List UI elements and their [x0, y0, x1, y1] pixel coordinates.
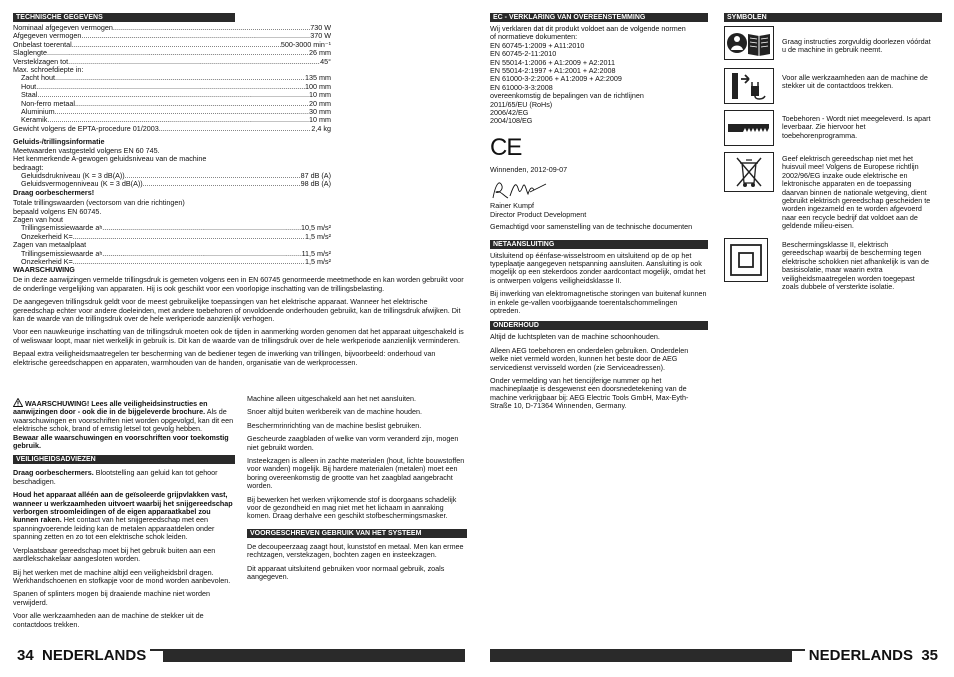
paragraph: Bij inwerking van elektromagnetische storingen van buitenaf kunnen in enkele ge-vallen voorbijgaande toerentalschommelingen optreden. — [490, 289, 707, 315]
spec-label: Aluminium — [21, 108, 55, 117]
symbol-text-5: Beschermingsklasse II, elektrisch gereedschap waarbij de bescherming tegen elektrische schokken niet afhankelijk is van de basisisolatie, maar waarin extra veiligheidsmaatregelen worden toegepast zoals dubbele of versterkte isolatie. — [782, 240, 930, 292]
spec-label: Afgegeven vermogen — [13, 32, 82, 41]
spec-row — [13, 32, 331, 40]
safety-p1: Draag oorbeschermers. Blootstelling aan geluid kan tot gehoor beschadigen. — [13, 468, 218, 486]
net-header: NETAANSLUITING — [490, 240, 708, 249]
spec-label: Staal — [21, 91, 38, 100]
text-line: EN 55014-1:2006 + A1:2009 + A2:2011 — [490, 58, 615, 67]
spec-value: 100 mm — [305, 82, 331, 91]
language-left: NEDERLANDS — [42, 647, 147, 664]
ear-protection: Draag oorbeschermers! — [13, 187, 95, 197]
dot-leader — [55, 108, 309, 116]
warning-triangle-icon — [13, 398, 23, 407]
spec-row — [13, 83, 331, 91]
spec-value: 1,5 m/s² — [305, 232, 331, 241]
sawing-metal: Zagen van metaalplaat — [13, 240, 87, 250]
spec-label: Trillingsemissiewaarde a — [21, 224, 100, 233]
spec-row — [13, 91, 331, 99]
spec-value: 10 mm — [309, 116, 331, 125]
spec-label: Geluidsdrukniveau (K = 3 dB(A)) — [21, 171, 125, 180]
spec-label: Onzekerheid K= — [21, 257, 73, 266]
paragraph: Machine alleen uitgeschakeld aan het net aansluiten. — [247, 394, 417, 403]
warning2-bold: WAARSCHUWING! Lees alle veiligheidsinstructies en aanwijzingen door - ook die in de bijgeleverde brochure. — [13, 399, 208, 417]
weee-bin-icon — [724, 152, 774, 192]
footer-bar-right — [490, 648, 942, 664]
spec-value: 26 mm — [309, 49, 331, 58]
spec-value: 10 mm — [309, 91, 331, 100]
warning2-rest: Als de waarschuwingen en voorschriften niet worden opgevolgd, kan dit een elektrische schok, brand of ernstig letsel tot gevolg hebben. — [13, 407, 234, 434]
saw-blade-icon — [724, 110, 774, 146]
text-line: Het kenmerkende A-gewogen geluidsniveau van de machine — [13, 155, 207, 164]
paragraph: Bij het werken met de machine altijd een veiligheidsbril dragen. Werkhandschoenen en stofkapje voor de mond worden aanbevolen. — [13, 567, 231, 585]
spec-value: 30 mm — [309, 108, 331, 117]
paragraph: Bij bewerken het werken vrijkomende stof is doorgaans schadelijk voor de gezondheid en mag niet met het lichaam in aanraking komen. Draag derhalve een geschikt stofbeschermingsmasker. — [247, 494, 457, 521]
safety-p2: Houd het apparaat alléén aan de geïsoleerde grijpvlakken vast, wanneer u werkzaamheden uitvoert waarbij het snijgereedschap verborgen stroomleidingen of de eigen apparaatkabel zou kunnen raken. Het contact van het snijgereedschap met een spanningvoerende leiding kan de metalen apparaatdelen onder spanning zetten en zo tot een elektrische schok leiden. — [13, 490, 233, 542]
spec-sub: h — [99, 250, 103, 257]
metal-values — [13, 250, 331, 267]
dot-leader — [37, 91, 309, 99]
spec-row — [13, 24, 331, 32]
warning2-keep: Bewaar alle waarschuwingen en voorschriften voor toekomstig gebruik. — [13, 432, 229, 451]
spec-value: 10,5 m/s² — [301, 224, 331, 233]
authorized: Gemachtigd voor samenstelling van de technische documenten — [490, 222, 693, 232]
symbol-text-1: Graag instructies zorgvuldig doorlezen vóórdat u de machine in gebruik neemt. — [782, 37, 931, 55]
text-line: EN 55014-2:1997 + A1:2001 + A2:2008 — [490, 67, 616, 76]
read-manual-icon — [724, 26, 774, 60]
text-line: Meetwaarden vastgesteld volgens EN 60 745. — [13, 146, 160, 155]
spec-label: Non-ferro metaal — [21, 99, 75, 108]
paragraph: De in deze aanwijzingen vermelde trillingsdruk is gemeten volgens een in EN 60745 genormeerde meetmethode en kan worden gebruikt voor de onderlinge vergelijking van apparaten. Hij is ook geschikt voor een voorlopige inschatting van de trillingsbelasting. — [13, 275, 464, 293]
maint-paras — [490, 333, 708, 410]
sym-header: SYMBOLEN — [724, 13, 942, 22]
symbol-row-5 — [724, 238, 930, 291]
text-line: 2011/65/EU (RoHs) — [490, 100, 553, 109]
spec-value: 98 dB (A) — [300, 180, 331, 189]
noise-title: Geluids-/trillingsinformatie — [13, 137, 105, 147]
left-column-lower-b — [247, 395, 467, 582]
noise-lines — [13, 147, 331, 172]
warning2 — [13, 398, 235, 450]
language-right: NEDERLANDS — [808, 647, 913, 664]
spec-label: Onzekerheid K= — [21, 232, 73, 241]
spec-label: Versteklzagen tot — [13, 57, 69, 66]
left-column-lower-a — [13, 398, 235, 629]
signature-icon — [490, 178, 550, 202]
text-line: EN 60745-2-11:2010 — [490, 50, 557, 59]
dot-leader — [102, 224, 301, 232]
dot-leader — [47, 49, 309, 57]
signer-title: Director Product Development — [490, 209, 587, 219]
paragraph: Altijd de luchtspleten van de machine schoonhouden. — [490, 332, 660, 342]
text-line: bedraagt: — [13, 163, 44, 172]
spec-row — [13, 172, 331, 180]
ec-lines — [490, 25, 708, 126]
left-column-1 — [13, 13, 331, 266]
footer-bar-left — [13, 648, 465, 664]
mid-paras — [247, 395, 467, 521]
spec-row — [13, 250, 331, 258]
dot-leader — [73, 233, 305, 241]
max-depth-label: Max. schroefdiepte in: — [13, 65, 84, 75]
spec-row — [13, 224, 331, 232]
weight-row: Gewicht volgens de EPTA-procedure 01/2003 ..... 2,4 kg — [13, 125, 331, 133]
spec-row — [13, 49, 331, 57]
spec-label: Onbelast toerental — [13, 40, 72, 49]
dot-leader — [75, 100, 309, 108]
text-line: overeenkomstig de bepalingen van de richtlijnen — [490, 92, 644, 101]
spec-label: Zacht hout — [21, 74, 55, 83]
signer-name: Rainer Kumpf — [490, 201, 534, 211]
symbol-row-1 — [724, 26, 932, 60]
spec-label: Keramik — [21, 116, 48, 125]
dot-leader — [113, 24, 310, 32]
footer-right-text — [805, 648, 942, 664]
dot-leader — [72, 41, 281, 49]
dot-leader — [68, 58, 320, 66]
text-line: of normatieve dokumenten: — [490, 33, 578, 42]
text-line: EN 60745-1:2009 + A11:2010 — [490, 41, 585, 50]
symbol-row-4 — [724, 152, 932, 231]
symbol-row-2 — [724, 68, 932, 104]
dot-leader — [125, 172, 301, 180]
text-line: bepaald volgens EN 60745. — [13, 207, 102, 216]
paragraph: Spanen of splinters mogen bij draaiende machine niet worden verwijderd. — [13, 589, 210, 607]
text-line: Totale trillingswaarden (vectorsom van drie richtingen) — [13, 199, 185, 208]
paragraph: Bepaal extra veiligheidsmaatregelen ter bescherming van de bediener tegen de inwerking van trillingen, bijvoorbeeld: onderhoud van elektrische gereedschappen en apparaten, warmhouden van de handen, organisatie van de werkprocessen. — [13, 349, 436, 367]
depth-list — [13, 74, 331, 124]
paragraph: Onder vermelding van het tiencijferige nummer op het machineplaatje is desgewenst een doorsnedetekening van de machine verkrijgbaar bij: AEG Electric Tools GmbH, Max-Eyth-Straße 10, D-71364 Winnenden, Germany. — [490, 375, 689, 411]
warning-block — [13, 266, 465, 367]
paragraph: Voor een nauwkeurige inschatting van de trillingsdruk moeten ook de tijden in aanmerking worden genomen dat het apparaat uitgeschakeld is of weliswaar loopt, maar niet werkelijk in gebruik is. Dit kan de waarde van de trillingsdruk over de hele werkperiode aanzienlijk verminderen. — [13, 327, 464, 345]
paragraph: Uitsluitend op éénfase-wisselstroom en uitsluitend op de op het typeplaatje aangegeven netspanning aansluiten. Aansluiting is ook mogelijk op een stekerdoos zonder aardcontact mogelijk, omdat het is ontwerpen volgens veiligheidsklasse II. — [490, 250, 706, 285]
spec-label: Nominaal afgegeven vermogen — [13, 24, 113, 32]
paragraph: Verplaatsbaar gereedschap moet bij het gebruik buiten aan een aardlekschakelaar aangesloten worden. — [13, 545, 216, 564]
class-ii-icon — [724, 238, 768, 282]
use-header: VOORGESCHREVEN GEBRUIK VAN HET SYSTEEM — [247, 529, 467, 538]
paragraph: De aangegeven trillingsdruk geldt voor de meest gebruikelijke toepassingen van het elektrische apparaat. Wanneer het elektrische gereedschap echter voor andere doeleinden, met andere toebehoren of onvoldoende onderhouden gebruikt, kan de trillingsdruk afwijken. Dit kan de waarde van de trillingsdruk over de hele werkperiode aanzienlijk verhogen. — [13, 297, 461, 324]
dot-leader — [36, 83, 305, 91]
date-place: Winnenden, 2012-09-07 — [490, 164, 568, 174]
spec-label: Slaglengte — [13, 49, 47, 58]
safety-header: VEILIGHEIDSADVIEZEN — [13, 455, 235, 464]
use-paras — [247, 543, 467, 582]
dot-leader — [47, 116, 309, 124]
paragraph: Insteekzagen is alleen in zachte materialen (hout, lichte bouwstoffen voor wanden) mogelijk. Bij hardere materialen (metalen) moet een boring overeenkomstig de grootte van het zaagblad aangebracht worden. — [247, 456, 465, 491]
spec-sub: h — [99, 225, 103, 232]
dot-leader — [143, 180, 301, 188]
text-line: Wij verklaren dat dit produkt voldoet aan de volgende normen — [490, 25, 686, 33]
sawing-wood: Zagen van hout — [13, 214, 63, 224]
right-column-1 — [490, 13, 708, 411]
unplug-icon — [724, 68, 774, 104]
dot-leader — [102, 250, 301, 258]
ec-header: EC - VERKLARING VAN OVEREENSTEMMING — [490, 13, 708, 22]
paragraph: Dit apparaat uitsluitend gebruiken voor normaal gebruik, zoals aangegeven. — [247, 563, 445, 582]
warning-paras — [13, 276, 465, 367]
spec-value: 45° — [320, 57, 331, 66]
vib-lines — [13, 199, 331, 216]
spec-value: 500-3000 min⁻¹ — [280, 40, 331, 49]
right-column-2 — [724, 13, 942, 22]
paragraph: Snoer altijd buiten werkbereik van de machine houden. — [247, 407, 423, 417]
text-line: 2006/42/EG — [490, 109, 529, 118]
text-line: EN 61000-3-2:2006 + A1:2009 + A2:2009 — [490, 75, 622, 84]
text-line: EN 61000-3-3:2008 — [490, 83, 553, 92]
spec-row — [13, 41, 331, 49]
page-number-right: 35 — [921, 647, 938, 664]
spec-value: 135 mm — [305, 74, 331, 83]
net-paras — [490, 252, 708, 316]
dot-leader — [55, 74, 305, 82]
symbol-text-3: Toebehoren - Wordt niet meegeleverd. Is apart leverbaar. Zie hiervoor het toebehorenprogramma. — [782, 114, 931, 140]
warning-title: WAARSCHUWING — [13, 265, 75, 274]
dot-leader — [81, 32, 310, 40]
safety-paras — [13, 547, 235, 629]
text-line: 2004/108/EG — [490, 117, 533, 126]
paragraph: Gescheurde zaagbladen of welke van vorm veranderd zijn, mogen niet gebruikt worden. — [247, 434, 459, 452]
spec-value: 730 W — [310, 24, 331, 32]
wood-values — [13, 224, 331, 241]
page-number-left: 34 — [17, 647, 34, 664]
spec-value: 87 dB (A) — [300, 171, 331, 180]
spec-label: Hout — [21, 82, 37, 91]
footer-left-text — [13, 648, 150, 664]
spec-row — [13, 108, 331, 116]
symbol-text-2: Voor alle werkzaamheden aan de machine de stekker uit de contactdoos trekken. — [782, 73, 928, 91]
spec-value: 20 mm — [309, 99, 331, 108]
noise-values — [13, 172, 331, 189]
maint-header: ONDERHOUD — [490, 321, 708, 330]
ce-mark: CE — [490, 133, 522, 161]
symbol-row-3 — [724, 110, 932, 146]
symbol-text-4: Geef elektrisch gereedschap niet met het huisvuil mee! Volgens de Europese richtlijn 2002/96/EG inzake oude elektrische en lektronische apparaten en de toepassing daarvan binnen de nationale wetgeving, dient gebruikt elektrisch gereedschap gescheiden te worden ingezameld en te worden afgevoerd naar een recycle bedrijf dat voldoet aan de geldende milieu-eisen. — [782, 154, 931, 231]
paragraph: De decoupeerzaag zaagt hout, kunststof en metaal. Men kan ermee rechtzagen, verstekzagen, bochten zagen en insteekzagen. — [247, 541, 464, 560]
spec-list — [13, 24, 331, 66]
spec-value: 1,5 m/s² — [305, 257, 331, 266]
spec-label: Trillingsemissiewaarde a — [21, 249, 100, 258]
spec-value: 370 W — [310, 32, 331, 41]
paragraph: Alleen AEG toebehoren en onderdelen gebruiken. Onderdelen welke niet vermeld worden, kunnen het beste door de AEG servicedienst vervisseld worden (zie Serviceadressen). — [490, 345, 689, 372]
paragraph: Beschermrinrichting van de machine beslist gebruiken. — [247, 420, 422, 430]
tech-header: TECHNISCHE GEGEVENS — [13, 13, 235, 22]
spec-row — [13, 74, 331, 82]
spec-row — [13, 100, 331, 108]
spec-value: 11,5 m/s² — [301, 249, 331, 258]
paragraph: Voor alle werkzaamheden aan de machine de stekker uit de contactdoos trekken. — [13, 611, 204, 629]
spec-row — [13, 116, 331, 124]
spec-label: Geluidsvermogenniveau (K = 3 dB(A)) — [21, 180, 143, 189]
